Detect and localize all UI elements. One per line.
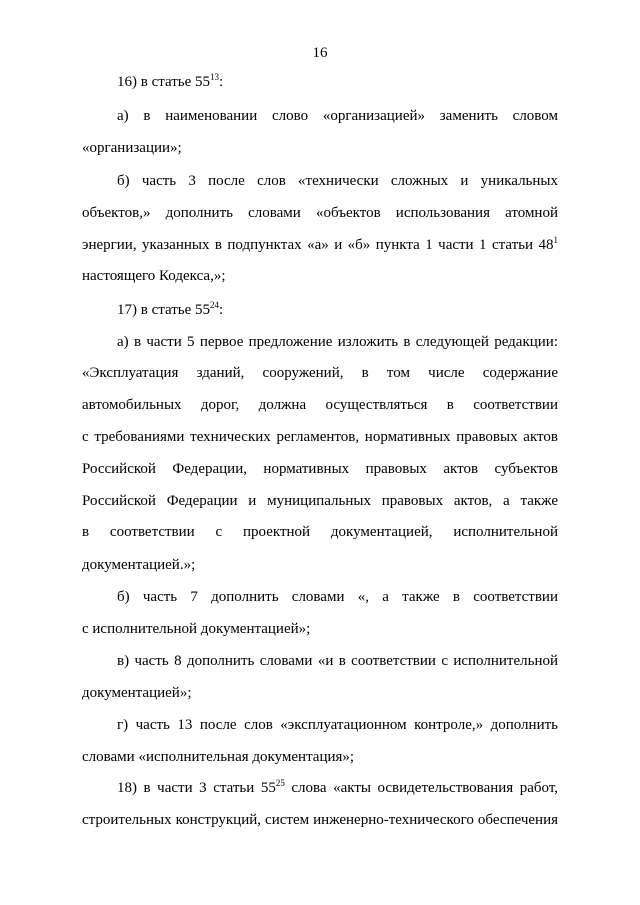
- text-line: 16) в статье $55^{13}$:: [117, 72, 224, 90]
- text-line: в) часть 8 дополнить словами «и в соответствии с исполнительной: [117, 653, 558, 669]
- text-line: а) в части 5 первое предложение изложить в следующей редакции:: [117, 334, 558, 350]
- text-line: документацией.»;: [82, 557, 196, 573]
- text-line: б) часть 7 дополнить словами «, а также в соответствии: [117, 589, 558, 605]
- page-number: 16: [312, 45, 328, 61]
- text-line: а) в наименовании слово «организацией» заменить словом: [117, 108, 558, 124]
- text-line: словами «исполнительная документация»;: [82, 749, 355, 765]
- text-line: строительных конструкций, систем инженерно-технического обеспечения: [82, 812, 558, 828]
- text-line: с требованиями технических регламентов, нормативных правовых актов: [82, 429, 558, 445]
- text-line: 18) в части 3 статьи $55^{25}$ слова «акты освидетельствования работ,: [117, 778, 558, 796]
- text-line: документацией»;: [82, 685, 192, 701]
- text-line: Российской Федерации, нормативных правовых актов субъектов: [82, 461, 558, 477]
- text-line: с исполнительной документацией»;: [82, 621, 311, 637]
- text-line: Российской Федерации и муниципальных правовых актов, а также: [82, 493, 558, 509]
- text-line: 17) в статье $55^{24}$:: [117, 300, 224, 318]
- text-line: «организации»;: [82, 140, 182, 156]
- text-line: г) часть 13 после слов «эксплуатационном контроле,» дополнить: [117, 717, 558, 733]
- text-line: автомобильных дорог, должна осуществляться в соответствии: [82, 397, 558, 413]
- text-line: «Эксплуатация зданий, сооружений, в том числе содержание: [82, 365, 558, 381]
- text-line: энергии, указанных в подпунктах «а» и «б» пункта 1 части 1 статьи $48^1$: [82, 235, 558, 253]
- text-line: в соответствии с проектной документацией, исполнительной: [82, 524, 558, 540]
- text-line: настоящего Кодекса,»;: [82, 268, 226, 284]
- text-line: б) часть 3 после слов «технически сложных и уникальных: [117, 173, 558, 189]
- text-line: объектов,» дополнить словами «объектов использования атомной: [82, 205, 558, 221]
